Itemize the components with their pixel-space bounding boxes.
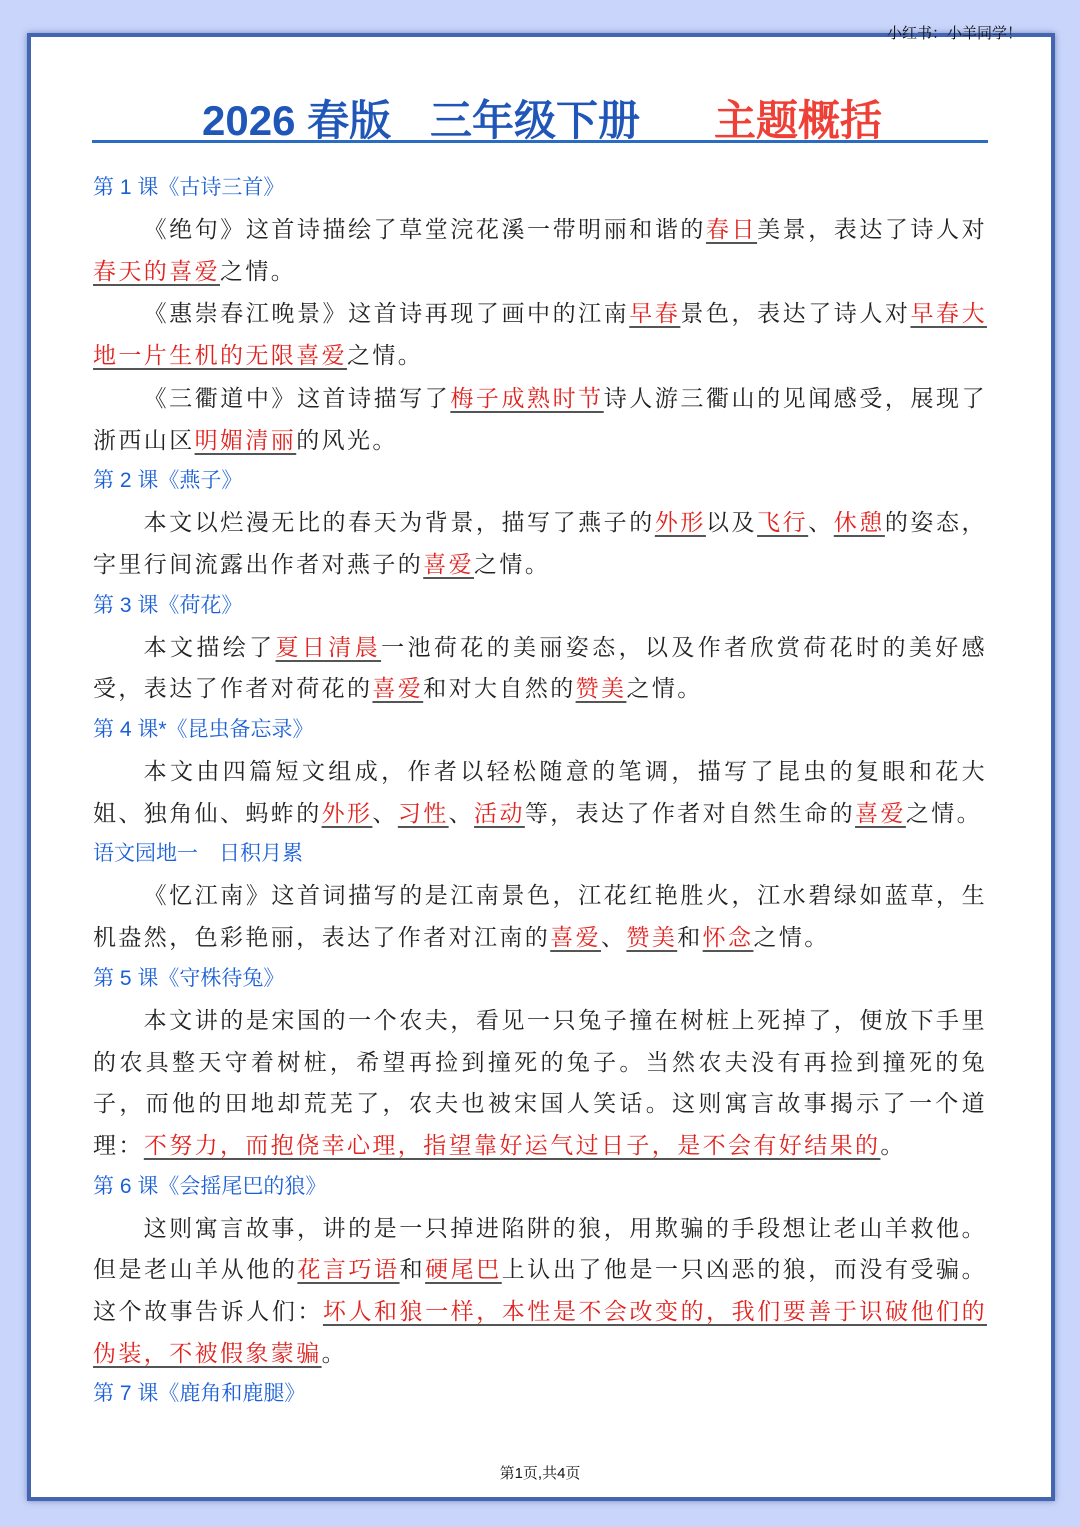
text-segment: 《惠崇春江晚景》这首诗再现了画中的江南: [143, 301, 630, 328]
text-segment: 。: [321, 1340, 348, 1367]
page-number: 第1页,共4页: [499, 1465, 581, 1482]
text-segment: 《绝句》这首诗描绘了草堂浣花溪一带明丽和谐的: [143, 217, 706, 243]
key-phrase: 飞行: [757, 510, 809, 537]
text-segment: 、: [808, 510, 834, 537]
text-segment: 美景，表达了诗人对: [757, 217, 987, 243]
text-segment: 这则寓言故事，讲的是一只掉进陷阱的狼，用欺骗的手段想让老山羊救他。但是老山羊从他的: [93, 1215, 987, 1284]
text-segment: 之情。: [905, 800, 983, 827]
key-phrase: 外形: [654, 510, 706, 537]
key-phrase: 喜爱: [550, 925, 602, 952]
page-title: [92, 88, 988, 143]
title-grade: 三年级下册: [430, 97, 641, 144]
title-topic: 主题概括: [714, 97, 883, 144]
text-segment: 上认出了他是一只凶恶的狼，而没有受骗。这个故事告诉人们：: [93, 1257, 987, 1326]
text-segment: 。: [880, 1132, 906, 1159]
lesson-heading: 第 5 课《守株待兔》: [93, 966, 285, 990]
key-phrase: 赞美: [575, 676, 627, 703]
summary-paragraph: [93, 503, 987, 586]
key-phrase: 夏日清晨: [275, 634, 382, 661]
text-segment: 本文讲的是宋国的一个农夫，看见一只兔子撞在树桩上死掉了，便放下手里的农具整天守着树桩，希望再捡到撞死的兔子。当然农夫没有再捡到撞死的兔子，而他的田地却荒芜了，农夫也被宋国人笑话。这则寓言故事揭示了一个道理：: [93, 1007, 987, 1159]
text-segment: 诗人游三衢山的见闻感受，展现了浙西山区: [93, 385, 987, 454]
title-edition: 2026 春版: [202, 97, 392, 144]
key-phrase: 喜爱: [372, 676, 424, 703]
key-phrase: 不努力，而抱侥幸心理，指望靠好运气过日子，是不会有好结果的: [143, 1132, 881, 1159]
key-phrase: 春天的喜爱: [93, 258, 220, 285]
text-segment: 之情。: [474, 551, 551, 578]
summary-paragraph: [93, 1209, 987, 1376]
text-segment: 和对大自然的: [423, 676, 576, 703]
summary-paragraph: [93, 379, 987, 462]
summary-paragraph: [93, 294, 987, 377]
key-phrase: 明媚清丽: [194, 427, 297, 454]
key-phrase: 早春: [629, 301, 681, 328]
lesson-heading: 第 1 课《古诗三首》: [93, 176, 285, 199]
key-phrase: 花言巧语: [297, 1257, 400, 1284]
lesson-heading: 语文园地一 日积月累: [93, 842, 303, 866]
text-segment: 和: [399, 1257, 426, 1284]
text-segment: 等，表达了作者对自然生命的: [524, 800, 856, 827]
text-segment: 《忆江南》这首词描写的是江南景色，江花红艳胜火，江水碧绿如蓝草，生机盎然，色彩艳丽，表达了作者对江南的: [93, 883, 987, 952]
text-segment: 、: [601, 925, 627, 952]
text-segment: 景色，表达了诗人对: [680, 301, 911, 328]
key-phrase: 春日: [705, 217, 758, 243]
text-segment: 、: [448, 800, 475, 827]
key-phrase: 梅子成熟时节: [450, 385, 604, 412]
lesson-heading: 第 4 课*《昆虫备忘录》: [93, 718, 314, 742]
text-segment: 本文由四篇短文组成，作者以轻松随意的笔调，描写了昆虫的复眼和花大姐、独角仙、蚂蚱的: [93, 759, 987, 827]
key-phrase: 外形: [321, 800, 373, 827]
text-segment: 本文以烂漫无比的春天为背景，描写了燕子的: [143, 510, 655, 537]
key-phrase: 喜爱: [423, 551, 475, 578]
key-phrase: 休憩: [833, 510, 885, 537]
content: [93, 170, 987, 1416]
key-phrase: 坏人和狼一样，本性是不会改变的，我们要善于识破他们的伪装，不被假象蒙骗: [93, 1299, 987, 1367]
lesson-heading: 第 6 课《会摇尾巴的狼》: [93, 1174, 327, 1198]
key-phrase: 硬尾巴: [425, 1257, 502, 1284]
key-phrase: 早春大地一片生机的无限喜爱: [93, 301, 987, 370]
summary-paragraph: [93, 876, 987, 959]
key-phrase: 活动: [474, 800, 525, 827]
watermark: 小红书：小羊同学！: [886, 25, 1022, 42]
lesson-heading: 第 3 课《荷花》: [93, 593, 243, 617]
text-segment: 之情。: [220, 258, 297, 285]
key-phrase: 习性: [397, 800, 449, 827]
summary-paragraph: [93, 1001, 987, 1168]
text-segment: 之情。: [626, 676, 703, 703]
lesson-heading: 第 7 课《鹿角和鹿腿》: [93, 1382, 306, 1406]
lesson-heading: 第 2 课《燕子》: [93, 469, 243, 493]
key-phrase: 喜爱: [855, 800, 906, 827]
text-segment: 《三衢道中》这首诗描写了: [143, 385, 451, 412]
summary-paragraph: [93, 628, 987, 711]
key-phrase: 怀念: [702, 925, 754, 952]
text-segment: 之情。: [753, 925, 830, 952]
text-segment: 的姿态，字里行间流露出作者对燕子的: [93, 510, 987, 578]
summary-paragraph: [93, 210, 987, 293]
text-segment: 、: [372, 800, 398, 827]
text-segment: 以及: [705, 510, 758, 537]
text-segment: 之情。: [347, 343, 424, 370]
text-segment: 和: [677, 925, 703, 952]
text-segment: 一池荷花的美丽姿态，以及作者欣赏荷花时的美好感受，表达了作者对荷花的: [93, 634, 988, 703]
text-segment: 的风光。: [296, 427, 398, 454]
text-segment: 本文描绘了: [143, 634, 276, 661]
summary-paragraph: [93, 752, 987, 835]
key-phrase: 赞美: [626, 925, 678, 952]
